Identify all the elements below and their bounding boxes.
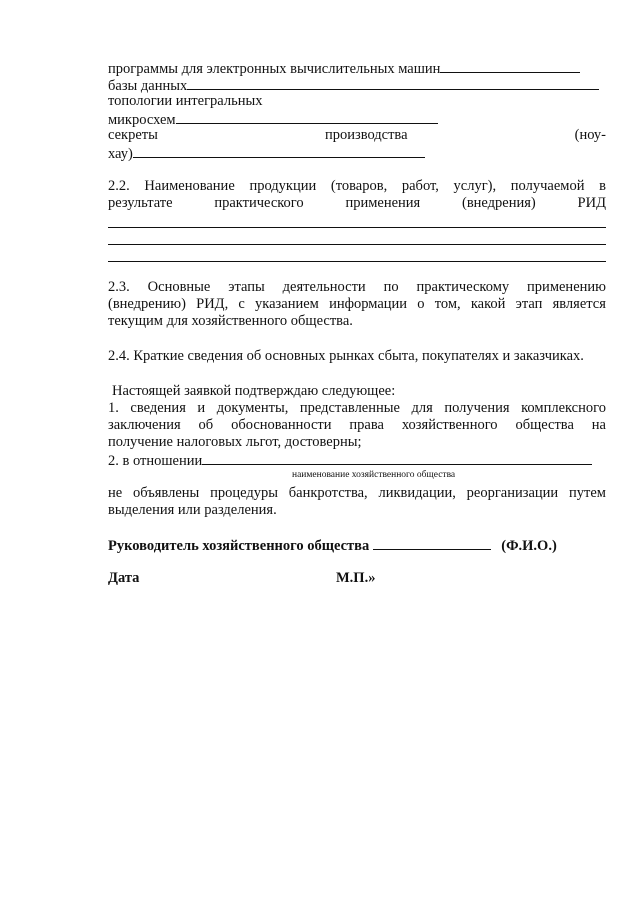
confirmation-item2-line3 [108,502,606,519]
word: объявлены [133,485,200,501]
word: РИД, [196,296,229,312]
stamp-line [336,570,456,587]
word: документы, [216,400,289,416]
confirmation-item1-line1 [108,400,606,417]
word: 1. [108,400,119,416]
word: том, [434,296,461,312]
date-label: Дата [108,570,140,586]
confirmation-item2-prefix: 2. в отношении [108,453,203,469]
confirmation-intro [112,383,610,400]
word: РИД [577,195,606,211]
confirmation-item1-line3 [108,434,606,451]
section-2-3-text: текущим для хозяйственного общества. [108,313,353,329]
word: и [197,400,206,416]
word: о [417,296,425,312]
word: услуг), [453,178,497,194]
word: (внедрения) [461,195,536,211]
word: Наименование [144,178,235,194]
word: представленные [299,400,400,416]
word: работ, [401,178,439,194]
item-secrets-line1 [108,127,606,144]
confirmation-item2-line2 [108,485,606,502]
word: путем [568,485,606,501]
word: 2.2. [108,178,130,194]
word: является [552,296,606,312]
word: в [599,178,606,194]
confirmation-intro-text: Настоящей заявкой подтверждаю следующее: [112,383,396,399]
confirmation-item2-line1 [108,451,606,470]
company-name-blank [202,451,592,465]
word: ликвидации, [378,485,456,501]
word: указанием [255,296,319,312]
word: какой [470,296,506,312]
item-topology-label-2: микросхем [108,112,176,128]
item-secrets-word-3: (ноу- [574,127,606,143]
signature-line [108,536,606,555]
section-2-2-line2 [108,195,606,212]
word: на [591,417,606,433]
word: права [349,417,384,433]
word: применению [527,279,606,295]
stamp-label: М.П.» [336,570,376,586]
word: по [383,279,399,295]
item-programs-blank [440,59,580,73]
company-name-caption: наименование хозяйственного общества [292,470,456,480]
word: комплексного [521,400,606,416]
item-databases-blank [187,76,599,90]
item-secrets-word-1: секреты [108,127,158,143]
word: получения [444,400,510,416]
section-2-3-line2 [108,296,606,313]
word: хозяйственного [401,417,498,433]
head-label: Руководитель хозяйственного общества [108,538,370,554]
word: процедуры [210,485,278,501]
word: практического [214,195,304,211]
word: банкротства, [288,485,368,501]
item-topology-blank [176,110,438,124]
word: об [198,417,214,433]
confirmation-item1-text: получение налоговых льгот, достоверны; [108,434,362,450]
word: этапы [228,279,265,295]
word: результате [108,195,173,211]
word: 2.3. [108,279,130,295]
section-2-2-blank-line-1 [108,227,606,228]
item-databases-label: базы данных [108,78,188,94]
word: сведения [130,400,186,416]
section-2-3-line3 [108,313,606,330]
word: применения [345,195,421,211]
word: получаемой [510,178,585,194]
section-2-4-text: 2.4. Краткие сведения об основных рынках сбыта, покупателях и заказчиках. [108,348,584,364]
section-2-4-line1 [108,348,606,365]
word: заключения [108,417,181,433]
word: продукции [249,178,317,194]
section-2-2-blank-line-2 [108,244,606,245]
confirmation-item1-line2 [108,417,606,434]
item-secrets-label-2: хау) [108,146,133,162]
section-2-2-line1 [108,178,606,195]
item-topology-line1 [108,93,606,110]
section-2-2-blank-line-3 [108,261,606,262]
word: этап [515,296,543,312]
confirmation-item2-text: выделения или разделения. [108,502,277,518]
fio-label: (Ф.И.О.) [501,538,557,554]
word: общества [515,417,574,433]
word: не [108,485,123,501]
item-secrets-word-2: производства [324,127,408,143]
word: (внедрению) [108,296,186,312]
item-secrets-line2 [108,144,606,163]
section-2-3-line1 [108,279,606,296]
word: (товаров, [330,178,388,194]
word: практическому [416,279,510,295]
word: деятельности [282,279,366,295]
word: с [238,296,245,312]
word: информации [329,296,408,312]
item-topology-label-1: топологии интегральных [108,93,263,109]
item-programs-label: программы для электронных вычислительных машин [108,61,441,77]
word: реорганизации [466,485,559,501]
word: Основные [147,279,211,295]
word: для [411,400,433,416]
word: обоснованности [231,417,332,433]
signature-blank [373,536,491,550]
item-secrets-blank [133,144,425,158]
